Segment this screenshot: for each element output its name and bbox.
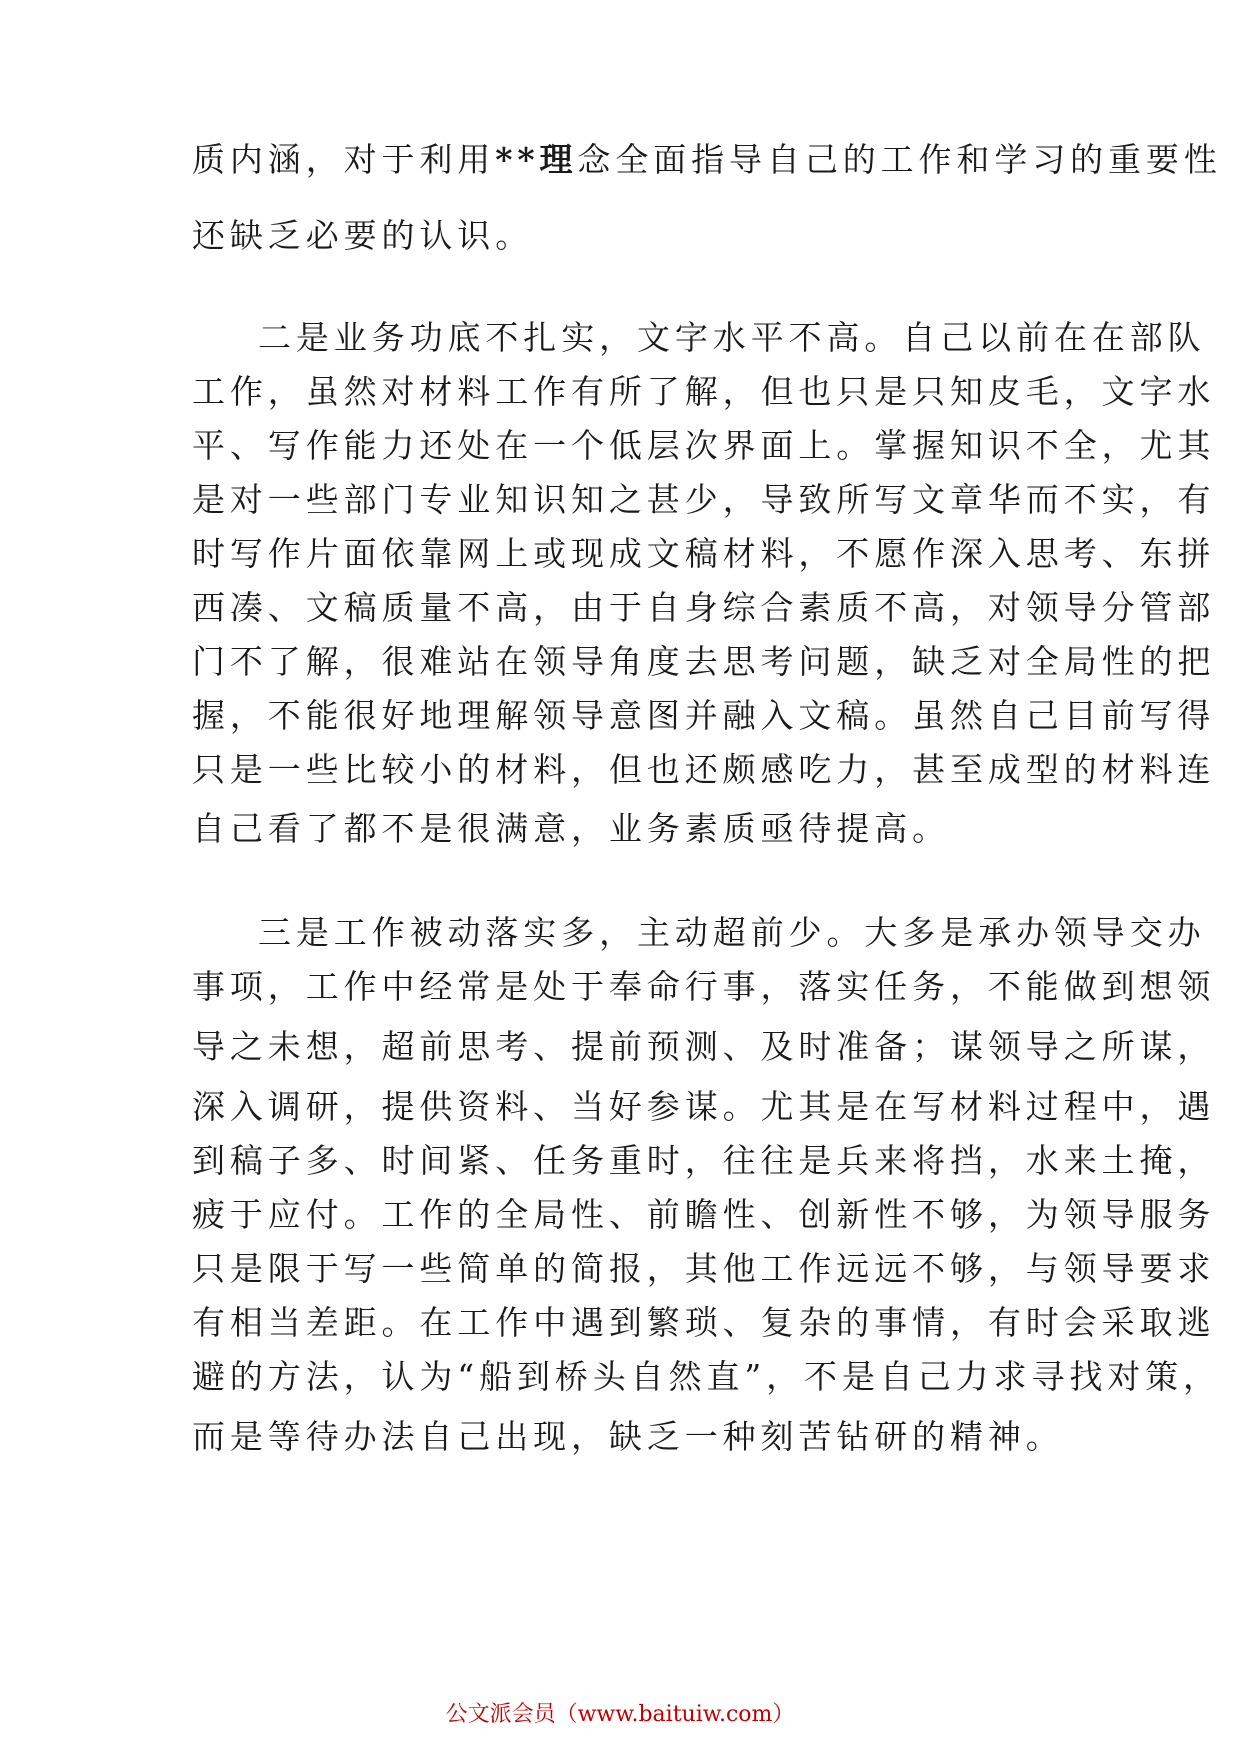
footer-member-link[interactable]: 公文派会员（www.baituiw.com） — [445, 1702, 795, 1727]
paragraph-2-line-1: 事项，工作中经常是处于奉命行事，落实任务，不能做到想领 — [192, 967, 1216, 1006]
paragraph-2-line-3: 深入调研，提供资料、当好参谋。尤其是在写材料过程中，遇 — [192, 1087, 1216, 1126]
paragraph-1-line-0: 二是业务功底不扎实，文字水平不高。自己以前在在部队 — [258, 318, 1206, 357]
paragraph-1-line-8: 只是一些比较小的材料，但也还颇感吃力，甚至成型的材料连 — [192, 750, 1216, 789]
paragraph-1-line-6: 门不了解，很难站在领导角度去思考问题，缺乏对全局性的把 — [192, 642, 1216, 681]
bold-text-segment: **理 — [495, 140, 578, 179]
paragraph-1-line-5: 西凑、文稿质量不高，由于自身综合素质不高，对领导分管部 — [192, 588, 1216, 627]
paragraph-2-line-2: 导之未想，超前思考、提前预测、及时准备；谋领导之所谋， — [192, 1027, 1216, 1066]
paragraph-1-line-7: 握，不能很好地理解领导意图并融入文稿。虽然自己目前写得 — [192, 696, 1216, 735]
paragraph-2-line-9: 而是等待办法自己出现，缺乏一种刻苦钻研的精神。 — [192, 1417, 1064, 1456]
paragraph-1-line-1: 工作，虽然对材料工作有所了解，但也只是只知皮毛，文字水 — [192, 372, 1216, 411]
paragraph-0-line-1: 还缺乏必要的认识。 — [192, 216, 534, 255]
paragraph-0-line-0 — [192, 140, 1222, 180]
text-segment: 念全面指导自己的工作和学习的重要性 — [577, 140, 1222, 179]
paragraph-2-line-7: 有相当差距。在工作中遇到繁琐、复杂的事情，有时会采取逃 — [192, 1303, 1216, 1342]
paragraph-2-line-8: 避的方法，认为“船到桥头自然直”，不是自己力求寻找对策， — [192, 1357, 1221, 1396]
paragraph-1-line-3: 是对一些部门专业知识知之甚少，导致所写文章华而不实，有 — [192, 480, 1216, 519]
paragraph-2-line-6: 只是限于写一些简单的简报，其他工作远远不够，与领导要求 — [192, 1249, 1216, 1288]
paragraph-2-line-4: 到稿子多、时间紧、任务重时，往往是兵来将挡，水来土掩， — [192, 1141, 1216, 1180]
paragraph-2-line-5: 疲于应付。工作的全局性、前瞻性、创新性不够，为领导服务 — [192, 1195, 1216, 1234]
paragraph-1-line-9: 自己看了都不是很满意，业务素质亟待提高。 — [192, 809, 950, 848]
paragraph-2-line-0: 三是工作被动落实多，主动超前少。大多是承办领导交办 — [258, 913, 1206, 952]
text-segment: 质内涵，对于利用 — [192, 140, 496, 179]
paragraph-1-line-2: 平、写作能力还处在一个低层次界面上。掌握知识不全，尤其 — [192, 426, 1216, 465]
paragraph-1-line-4: 时写作片面依靠网上或现成文稿材料，不愿作深入思考、东拼 — [192, 534, 1216, 573]
